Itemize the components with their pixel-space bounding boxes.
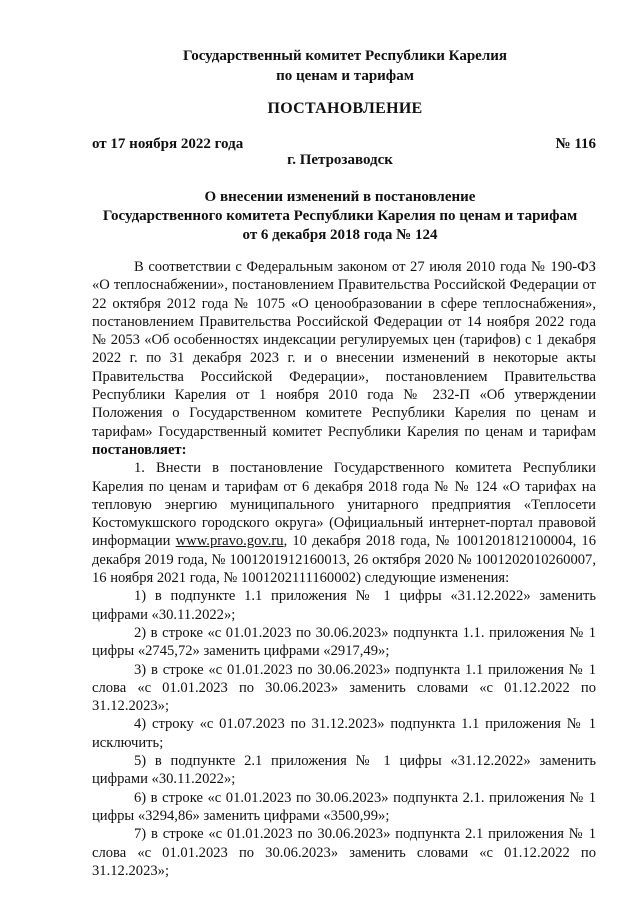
document-date: от 17 ноября 2022 года [92,136,244,152]
change-item: 1) в подпункте 1.1 приложения № 1 цифры «31.12.2022» заменить цифрами «30.11.2022»; [92,588,596,623]
change-item: 7) в строке «с 01.01.2023 по 30.06.2023» подпункта 2.1 приложения № 1 слова «с 01.01.2023 по 30.06.2023» заменить словами «с 01.12.2022 по 31.12.2023»; [92,826,596,879]
item-1-paragraph [92,459,596,587]
change-item: 3) в строке «с 01.01.2023 по 30.06.2023» подпункта 1.1 приложения № 1 слова «с 01.01.2023 по 30.06.2023» заменить словами «с 01.12.2022 по 31.12.2023»; [92,661,596,715]
change-item: 6) в строке «с 01.01.2023 по 30.06.2023» подпункта 2.1. приложения № 1 цифры «3294,86» заменить цифрами «3500,99»; [92,789,596,824]
change-item: 4) строку «с 01.07.2023 по 31.12.2023» подпункта 1.1 приложения № 1 исключить; [92,716,596,751]
document-title [0,188,640,245]
item-1-text: 1. Внести в постановление Государственного комитета Республики Карелия по ценам и тарифам от 6 декабря 2018 года № № 124 «О тарифах на тепловую энергию муниципального унитарного предприятия «Теплосети Костомукшского городского округа» (Официальный интернет-портал правовой информации [92,460,596,550]
preamble-text: В соответствии с Федеральным законом от 27 июля 2010 года № 190-ФЗ «О теплоснабжении», постановлением Правительства Российской Федерации от 22 октября 2012 года № 1075 «О ценообразовании в сфере теплоснабжения», постановлением Правительства Российской Федерации от 14 ноября 2022 года № 2053 «Об особенностях индексации регулируемых цен (тарифов) с 1 декабря 2022 г. по 31 декабря 2023 г. и о внесении изменений в некоторые акты Правительства Российской Федерации», постановлением Правительства Республики Карелия от 1 ноября 2010 года № 232-П «Об утверждении Положения о Государственном комитете Республики Карелия по ценам и тарифам» Государственный комитет Республики Карелия по ценам и тарифам [92,259,596,440]
change-item: 2) в строке «с 01.01.2023 по 30.06.2023» подпункта 1.1. приложения № 1 цифры «2745,72» заменить цифрами «2917,49»; [92,624,596,660]
document-city: г. Петрозаводск [287,152,393,168]
document-type: ПОСТАНОВЛЕНИЕ [267,100,423,117]
resolution-colon: : [181,441,187,458]
document-body [92,258,596,880]
title-line-3: от 6 декабря 2018 года № 124 [242,227,438,243]
title-line-1: О внесении изменений в постановление [204,189,476,205]
change-item: 5) в подпункте 2.1 приложения № 1 цифры «31.12.2022» заменить цифрами «30.11.2022»; [92,753,596,788]
title-line-2: Государственного комитета Республики Карелия по ценам и тарифам [102,208,578,224]
resolution-verb: постановляет [92,441,182,458]
legal-portal-link[interactable]: www.pravo.gov.ru [175,533,284,550]
authority-line-2: по ценам и тарифам [276,68,414,84]
document-number: № 116 [555,136,596,152]
preamble-paragraph [92,258,596,459]
issuing-authority [0,46,640,86]
item-1-text-continued: , 10 декабря 2018 года, № 1001201812100004, 16 декабря 2019 года, № 1001201912160013, 26 октября 2020 № 1001202010260007, 16 ноября 2021 года, № 1001202111160002) следующие изменения: [92,533,597,587]
authority-line-1: Государственный комитет Республики Карелия [183,48,507,64]
